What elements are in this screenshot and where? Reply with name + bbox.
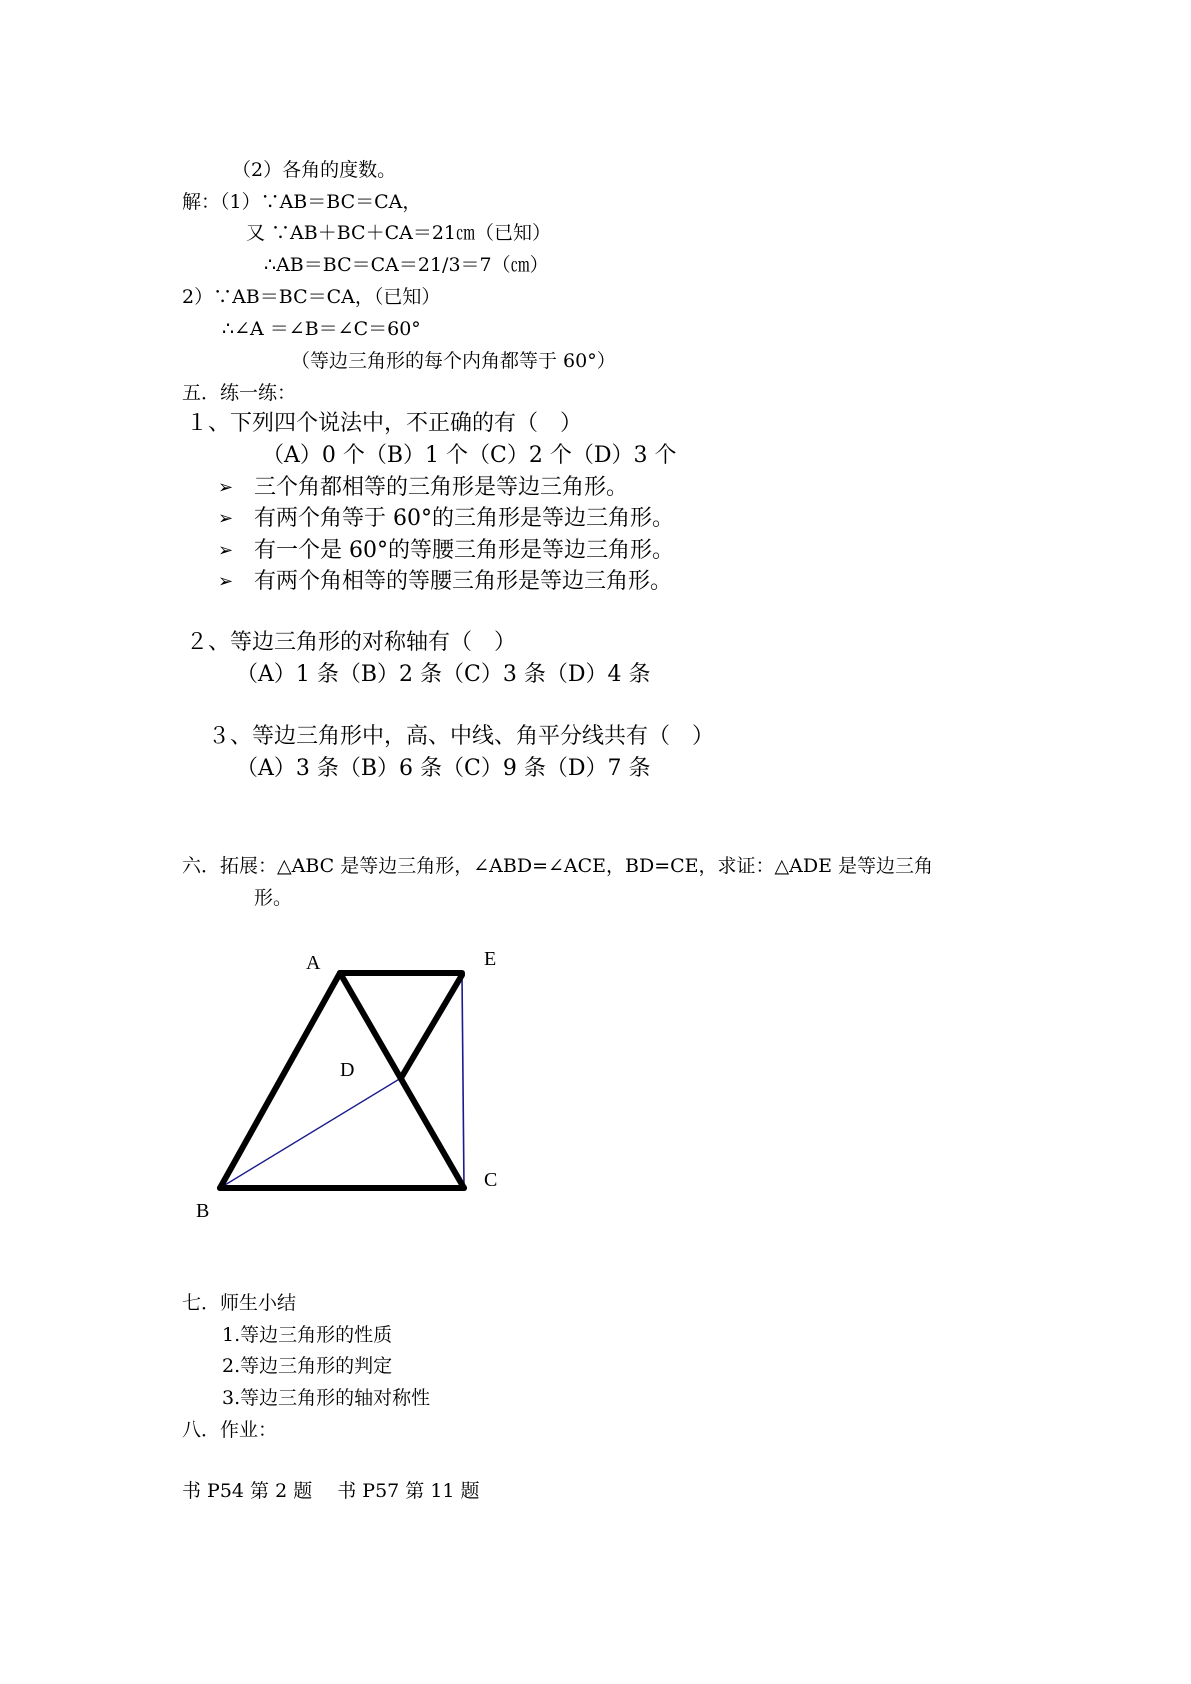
- practice-heading: 五．练一练：: [182, 382, 297, 404]
- label-A: A: [306, 952, 321, 974]
- q1-text: １、下列四个说法中，不正确的有（ ）: [186, 411, 583, 436]
- solution-line-6: （等边三角形的每个内角都等于 60°）: [291, 350, 616, 372]
- summary-item-3: 3.等边三角形的轴对称性: [222, 1387, 431, 1409]
- label-B: B: [196, 1200, 210, 1222]
- segment-EC: [462, 975, 464, 1188]
- q1-statement-3: 有一个是 60°的等腰三角形是等边三角形。: [254, 538, 674, 563]
- q1-statement-4: 有两个角相等的等腰三角形是等边三角形。: [254, 569, 673, 594]
- solution-line-4: 2）∵AB＝BC＝CA，（已知）: [182, 286, 441, 308]
- q1-statement-1: 三个角都相等的三角形是等边三角形。: [254, 475, 629, 500]
- summary-item-1: 1.等边三角形的性质: [222, 1324, 393, 1346]
- q3-options: （A）3 条（B）6 条（C）9 条（D）7 条: [236, 756, 651, 781]
- summary-item-2: 2.等边三角形的判定: [222, 1355, 393, 1377]
- label-D: D: [340, 1059, 355, 1081]
- summary-heading: 七．师生小结: [182, 1292, 297, 1314]
- q1-statement-2: 有两个角等于 60°的三角形是等边三角形。: [254, 506, 674, 531]
- bullet-arrow-icon: ➢: [218, 508, 234, 529]
- segment-AB: [220, 973, 340, 1188]
- extension-problem-line2: 形。: [254, 887, 293, 909]
- segment-BD: [220, 1078, 401, 1188]
- bullet-arrow-icon: ➢: [218, 477, 234, 498]
- label-E: E: [484, 948, 497, 970]
- homework-text: 书 P54 第 2 题 书 P57 第 11 题: [182, 1480, 480, 1502]
- part2-question: （2）各角的度数。: [232, 159, 397, 181]
- bullet-arrow-icon: ➢: [218, 540, 234, 561]
- bullet-arrow-icon: ➢: [218, 571, 234, 592]
- q2-text: ２、等边三角形的对称轴有（ ）: [186, 630, 517, 655]
- homework-heading: 八．作业：: [182, 1419, 278, 1441]
- solution-line-2: 又 ∵AB＋BC＋CA＝21㎝（已知）: [246, 222, 552, 244]
- segment-ED: [401, 975, 462, 1078]
- label-C: C: [484, 1169, 498, 1191]
- solution-line-3: ∴AB＝BC＝CA＝21/3＝7（㎝）: [264, 254, 549, 276]
- q1-options: （A）0 个（B）1 个（C）2 个（D）3 个: [262, 443, 677, 468]
- q3-text: ３、等边三角形中，高、中线、角平分线共有（ ）: [208, 724, 715, 749]
- q2-options: （A）1 条（B）2 条（C）3 条（D）4 条: [236, 662, 651, 687]
- extension-problem-line1: 六．拓展：△ABC 是等边三角形，∠ABD=∠ACE，BD=CE，求证：△ADE 是等边三角: [182, 855, 934, 877]
- solution-line-1: 解：（1）∵AB＝BC＝CA，: [182, 191, 422, 213]
- solution-line-5: ∴∠A ＝∠B＝∠C＝60°: [222, 318, 421, 340]
